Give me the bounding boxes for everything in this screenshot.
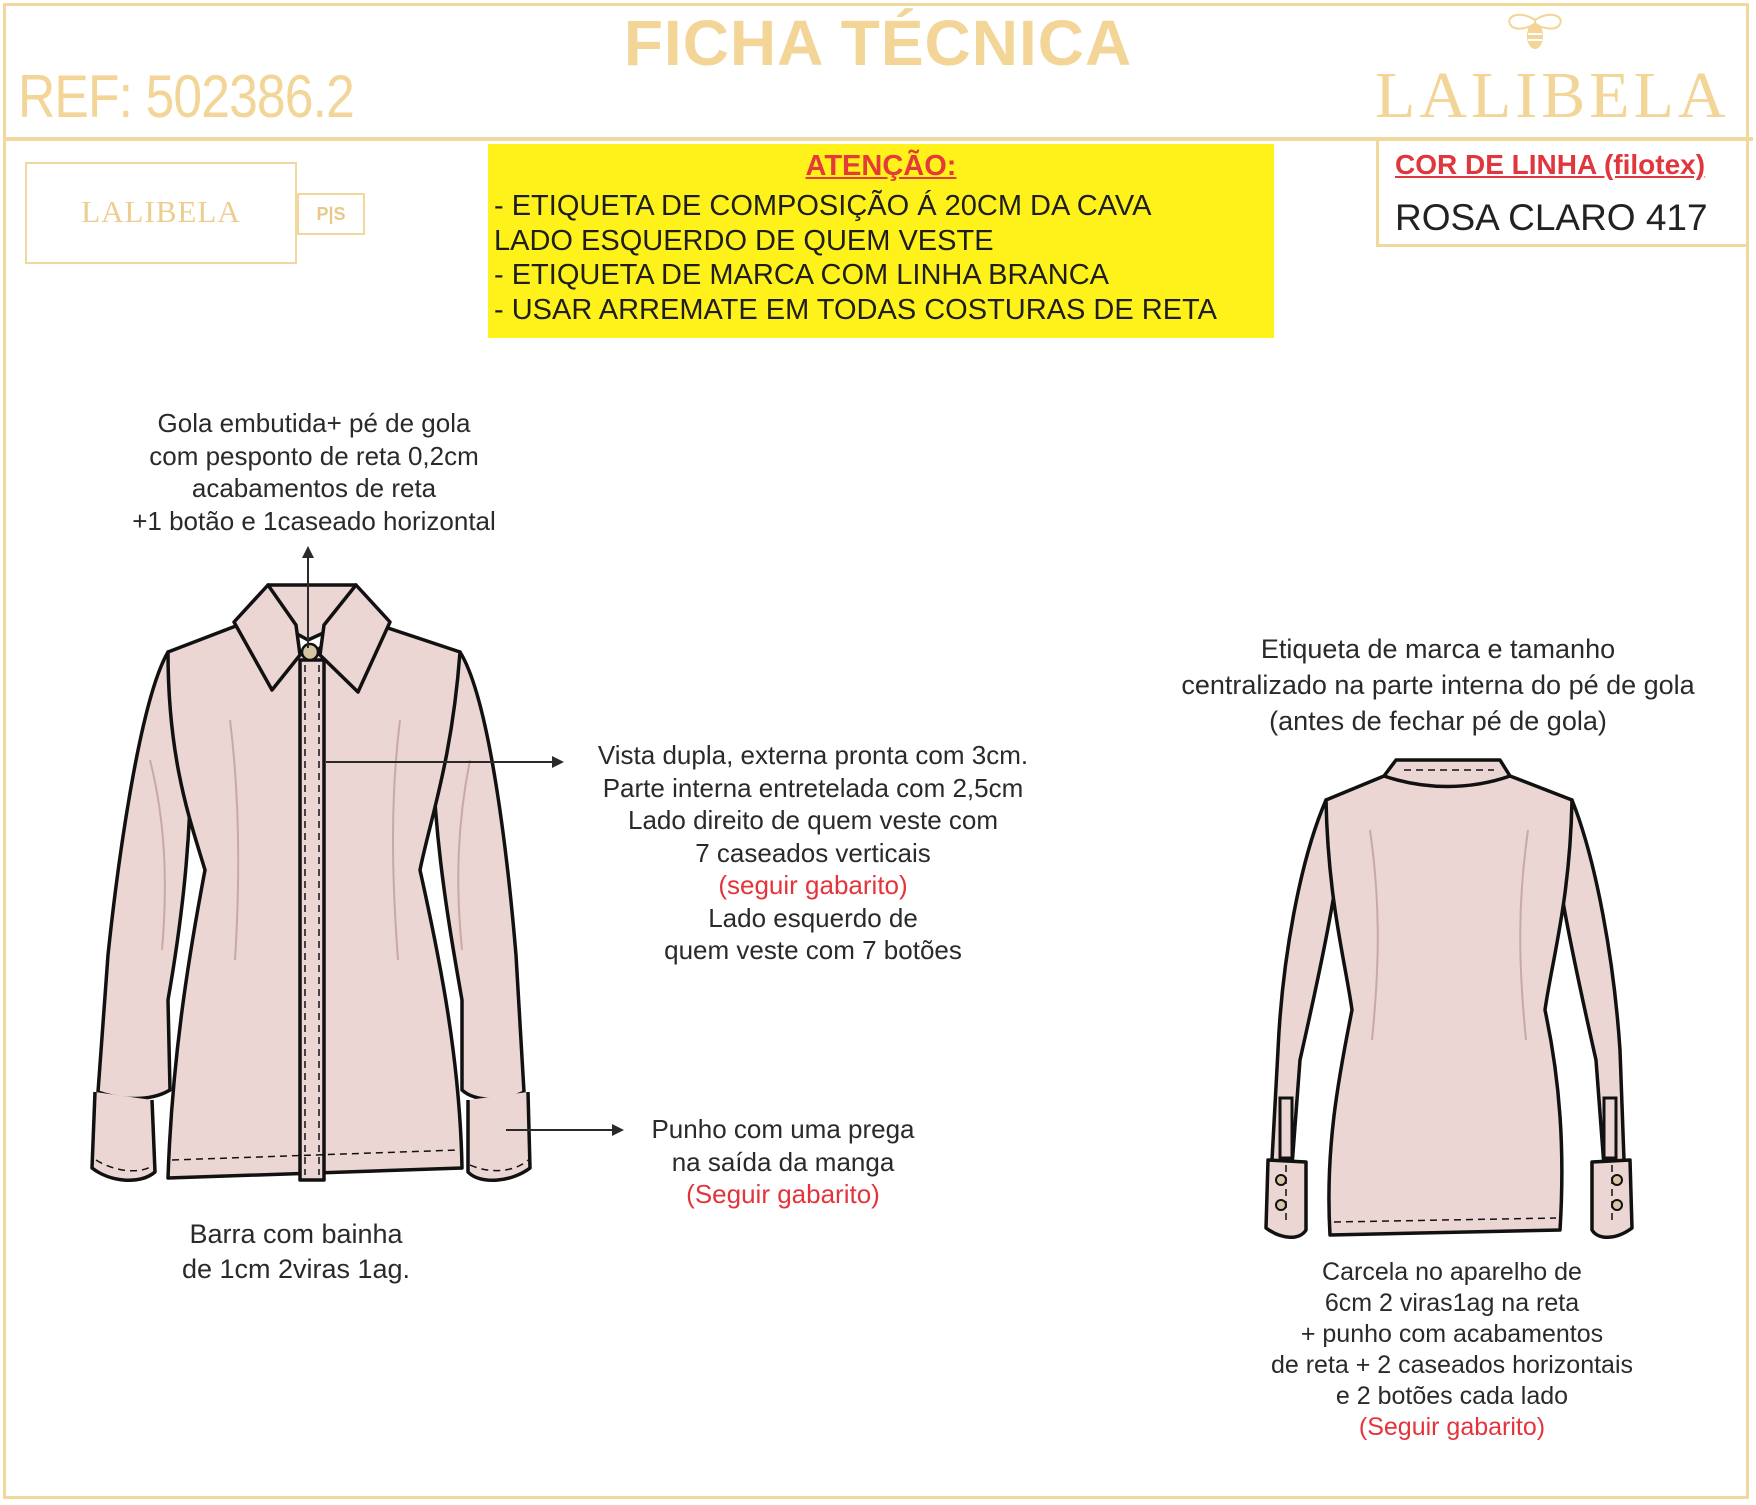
back-note [1230,1257,1674,1443]
note-line: e 2 botões cada lado [1335,1382,1569,1410]
attention-line: LADO ESQUERDO DE QUEM VESTE [494,225,994,257]
note-line: de reta + 2 caseados horizontais [1270,1351,1634,1379]
note-line: Etiqueta de marca e tamanho [1260,634,1616,664]
label-brand-text: LALIBELA [81,194,241,229]
attention-title: ATENÇÃO: [805,150,957,182]
note-line: + punho com acabamentos [1300,1320,1604,1348]
front-placket [300,660,324,1180]
note-line: +1 botão e 1caseado horizontal [132,505,496,536]
note-line: quem veste com 7 botões [664,935,962,965]
note-line: Carcela no aparelho de [1322,1258,1582,1286]
page-title: FICHA TÉCNICA [623,7,1133,79]
back-collar [1384,760,1510,787]
size-label-mockup: P|S [297,193,365,235]
front-shirt-drawing [92,585,530,1180]
note-line: acabamentos de reta [191,473,437,503]
attention-line: - ETIQUETA DE MARCA COM LINHA BRANCA [494,259,1110,291]
note-line: centralizado na parte interna do pé de gola [1181,670,1695,700]
placket-note [560,739,1066,967]
thread-color-title: COR DE LINHA (filotex) [1395,149,1706,180]
cuff-note [628,1113,938,1211]
brand-logo: LALIBELA [1375,59,1730,132]
note-line: com pesponto de reta 0,2cm [149,440,479,471]
note-line: Barra com bainha [189,1219,403,1249]
thread-color-value: ROSA CLARO 417 [1395,197,1708,238]
note-line: Parte interna entretelada com 2,5cm [602,772,1024,803]
note-line: de 1cm 2viras 1ag. [181,1254,411,1284]
note-line: (Seguir gabarito) [1358,1413,1546,1441]
front-collar-button [302,644,318,660]
front-left-cuff [92,1092,155,1180]
note-line: 6cm 2 viras1ag na reta [1324,1289,1580,1317]
attention-line: - USAR ARREMATE EM TODAS COSTURAS DE RETA [494,294,1217,326]
hem-note [145,1217,447,1287]
note-line: Lado direito de quem veste com [628,805,998,835]
note-line: 7 caseados verticais [695,837,931,868]
note-line: na saída da manga [671,1146,895,1177]
note-line: Gola embutida+ pé de gola [157,408,471,438]
note-line: (Seguir gabarito) [686,1179,880,1209]
note-line: Lado esquerdo de [708,902,918,933]
note-line: Punho com uma prega [651,1114,915,1144]
note-line: (antes de fechar pé de gola) [1269,706,1607,736]
front-right-cuff [468,1092,530,1180]
back-body [1326,776,1572,1235]
reference-code: REF: 502386.2 [18,63,354,130]
note-line: Vista dupla, externa pronta com 3cm. [597,740,1029,770]
collar-note [90,407,538,537]
brand-label-note [1130,631,1746,739]
attention-line: - ETIQUETA DE COMPOSIÇÃO Á 20CM DA CAVA [494,190,1152,222]
note-line: (seguir gabarito) [718,870,908,900]
back-shirt-drawing [1266,760,1632,1237]
